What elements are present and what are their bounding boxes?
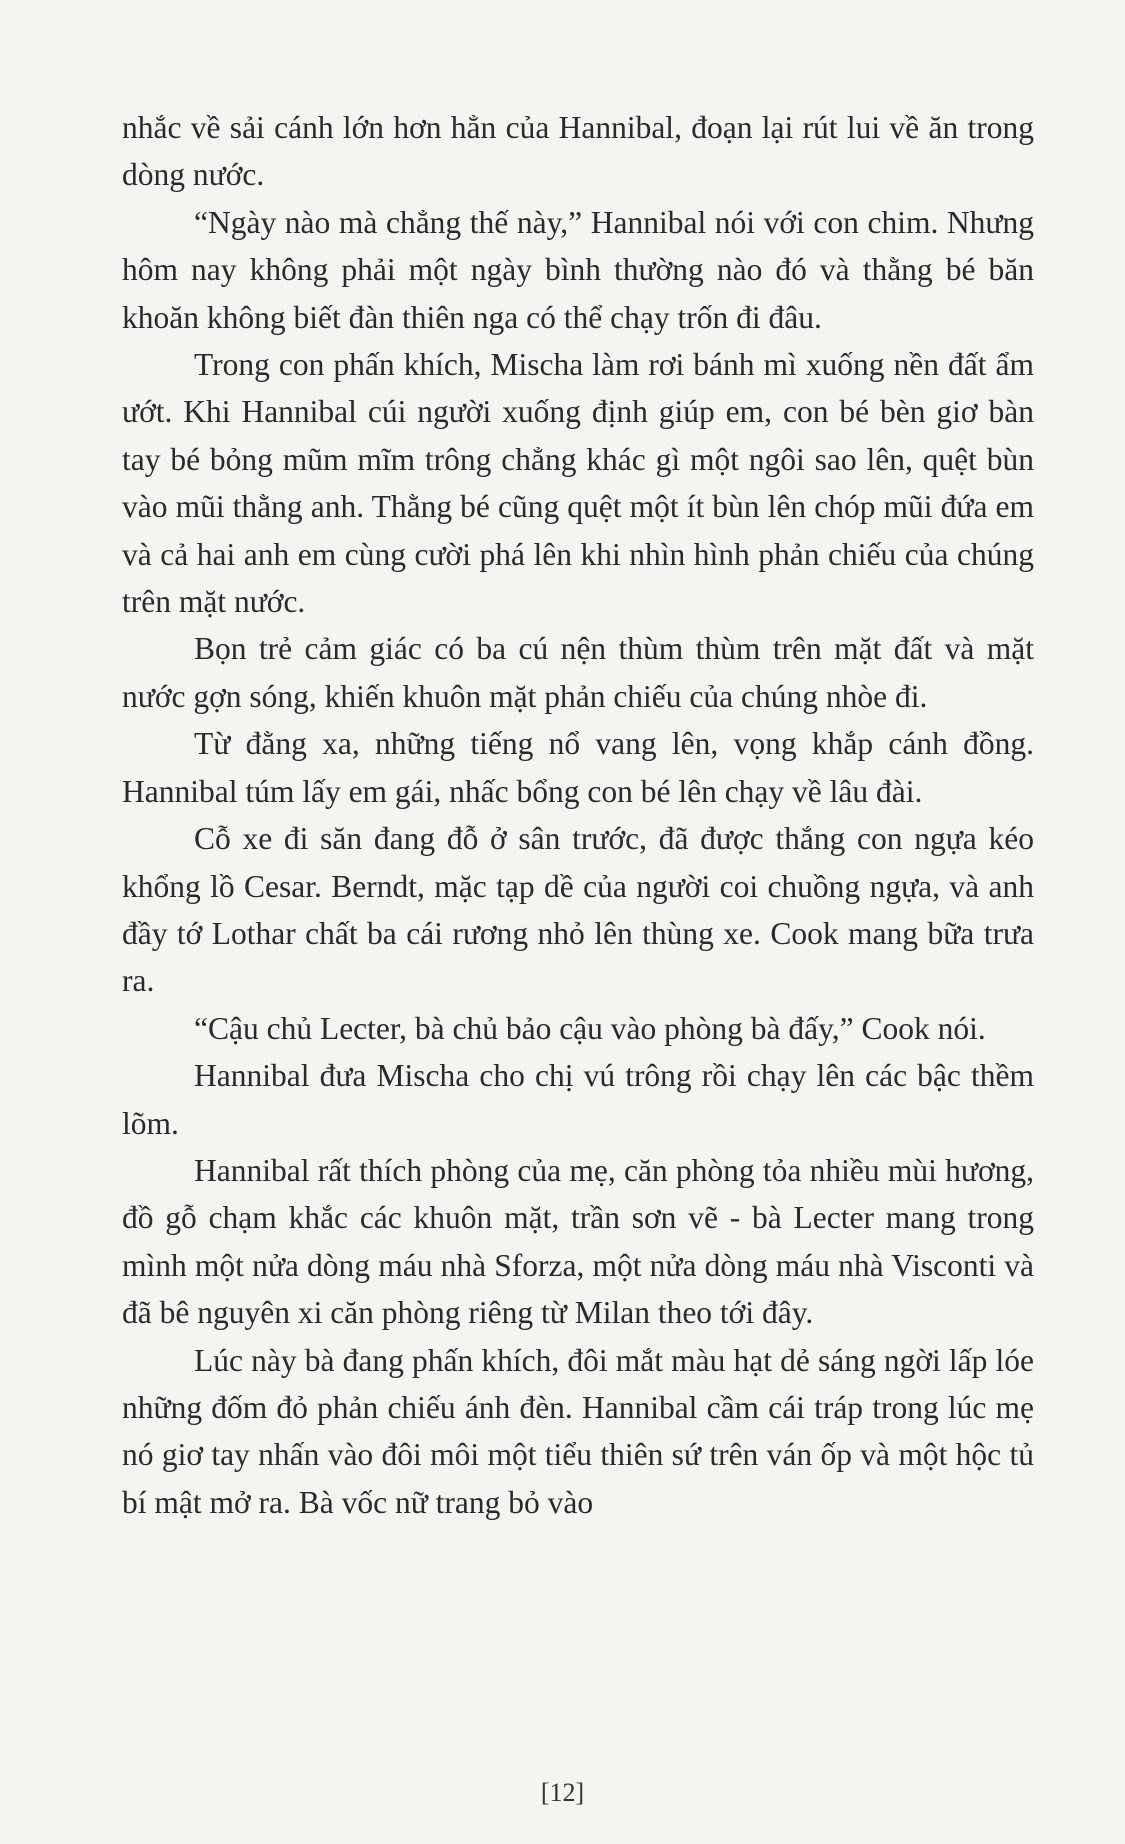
paragraph: Trong con phấn khích, Mischa làm rơi bánh mì xuống nền đất ẩm ướt. Khi Hannibal cúi người xuống định giúp em, con bé bèn giơ bàn tay bé bỏng mũm mĩm trông chẳng khác gì một ngôi sao lên, quệt bùn vào mũi thằng anh. Thằng bé cũng quệt một ít bùn lên chóp mũi đứa em và cả hai anh em cùng cười phá lên khi nhìn hình phản chiếu của chúng trên mặt nước. [122, 347, 1034, 620]
page-number: [12] [540, 1778, 585, 1807]
paragraph: Hannibal đưa Mischa cho chị vú trông rồi chạy lên các bậc thềm lõm. [122, 1058, 1034, 1141]
paragraph: Từ đằng xa, những tiếng nổ vang lên, vọng khắp cánh đồng. Hannibal túm lấy em gái, nhấc bổng con bé lên chạy về lâu đài. [122, 726, 1034, 809]
paragraph: Lúc này bà đang phấn khích, đôi mắt màu hạt dẻ sáng ngời lấp lóe những đốm đỏ phản chiếu ánh đèn. Hannibal cầm cái tráp trong lúc mẹ nó giơ tay nhấn vào đôi môi một tiểu thiên sứ trên ván ốp và một hộc tủ bí mật mở ra. Bà vốc nữ trang bỏ vào [122, 1342, 1034, 1520]
paragraph: “Cậu chủ Lecter, bà chủ bảo cậu vào phòng bà đấy,” Cook nói. [194, 1010, 986, 1046]
paragraph: “Ngày nào mà chẳng thế này,” Hannibal nói với con chim. Nhưng hôm nay không phải một ngày bình thường nào đó và thằng bé băn khoăn không biết đàn thiên nga có thể chạy trốn đi đâu. [122, 204, 1034, 335]
paragraph: Bọn trẻ cảm giác có ba cú nện thùm thùm trên mặt đất và mặt nước gợn sóng, khiến khuôn mặt phản chiếu của chúng nhòe đi. [122, 631, 1034, 714]
paragraph: Cỗ xe đi săn đang đỗ ở sân trước, đã được thắng con ngựa kéo khổng lồ Cesar. Berndt, mặc tạp dề của người coi chuồng ngựa, và anh đầy tớ Lothar chất ba cái rương nhỏ lên thùng xe. Cook mang bữa trưa ra. [122, 821, 1034, 999]
body-text [122, 104, 1034, 1526]
paragraph: nhắc về sải cánh lớn hơn hẳn của Hannibal, đoạn lại rút lui về ăn trong dòng nước. [122, 110, 1034, 193]
paragraph: Hannibal rất thích phòng của mẹ, căn phòng tỏa nhiều mùi hương, đồ gỗ chạm khắc các khuôn mặt, trần sơn vẽ - bà Lecter mang trong mình một nửa dòng máu nhà Sforza, một nửa dòng máu nhà Visconti và đã bê nguyên xi căn phòng riêng từ Milan theo tới đây. [122, 1152, 1034, 1331]
